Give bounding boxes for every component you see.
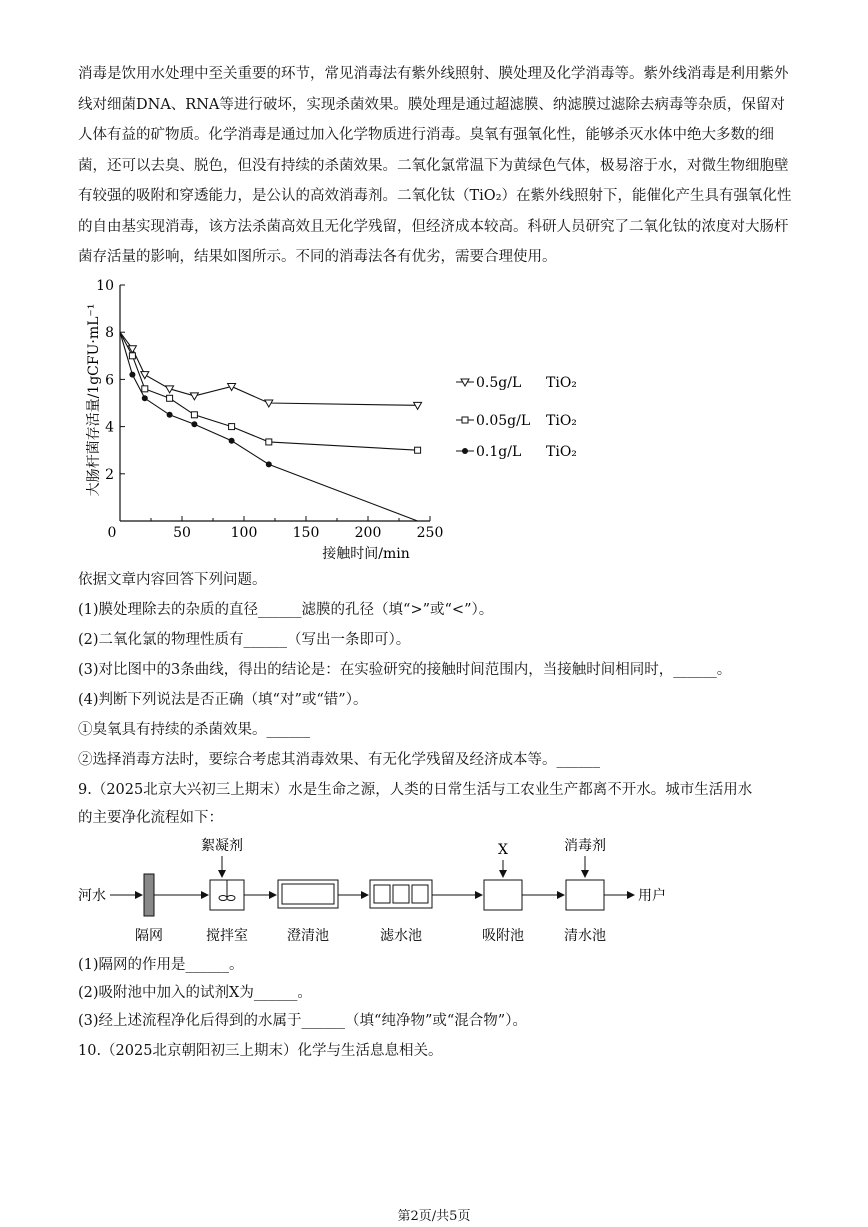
q9-question-3: (3)经上述流程净化后得到的水属于______（填“纯净物”或“混合物”）。 [78,1013,527,1029]
flow-start-label: 河水 [78,888,106,904]
legend-marker [462,417,468,423]
data-point [266,461,272,467]
q9-question-1: (1)隔网的作用是______。 [78,957,244,973]
chart-series-3 [120,332,418,521]
data-point [142,386,148,392]
page-footer: 第2页/共5页 [397,1209,471,1224]
chart-xlabel: 接触时间/min [322,546,410,562]
legend-label: 0.05g/L [476,413,531,429]
clear-water-tank-box [566,880,604,910]
flow-end-label: 用户 [638,888,666,904]
step-label-screen: 隔网 [135,928,163,944]
chart-axes [96,278,443,541]
data-point [128,346,136,353]
legend-label: TiO₂ [546,413,577,429]
y-tick-label: 4 [105,419,114,436]
chart-series [120,332,422,521]
chart-legend [456,375,577,460]
q8-question-4a: ①臭氧具有持续的杀菌效果。______ [78,722,310,738]
data-point [415,447,421,453]
chart-ylabel: 大肠杆菌存活量/1gCFU·mL⁻¹ [86,303,102,497]
legend-marker [462,448,468,454]
x-tick-label: 0 [107,525,117,541]
x-tick-label: 150 [292,525,320,541]
x-tick-label: 250 [416,525,444,541]
y-tick-label: 10 [96,278,114,294]
screen-mesh-block [144,874,154,916]
series-line [120,332,418,450]
q8-question-4: (4)判断下列说法是否正确（填“对”或“错”）。 [78,692,368,708]
data-point [167,412,173,418]
y-tick-label: 8 [105,325,114,342]
q9-stem-line1: 9.（2025北京大兴初三上期末）水是生命之源，人类的日常生活与工农业生产都离不开水。城市生活用水 [78,782,753,798]
data-point [167,395,173,401]
q9-stem-line2: 的主要净化流程如下： [78,810,223,826]
data-point [266,439,272,445]
step-label-filter: 滤水池 [380,928,422,944]
step-label-adsorption: 吸附池 [482,928,524,944]
additive-x: X [498,842,508,858]
legend-label: TiO₂ [546,444,577,460]
q8-question-3: (3)对比图中的3条曲线，得出的结论是：在实验研究的接触时间范围内，当接触时间相同时，______。 [78,662,732,678]
q10-stem: 10.（2025北京朝阳初三上期末）化学与生活息息相关。 [78,1043,443,1059]
series-line [120,332,418,521]
series-line [120,332,418,405]
y-tick-label: 2 [105,466,114,483]
additive-disinfectant: 消毒剂 [564,838,606,854]
q8-question-4b: ②选择消毒方法时，要综合考虑其消毒效果、有无化学残留及经济成本等。______ [78,752,600,768]
data-point [141,372,149,379]
y-tick-label: 6 [105,372,114,389]
legend-label: 0.5g/L [476,375,522,391]
data-point [191,421,197,427]
legend-label: TiO₂ [546,375,577,391]
data-point [142,395,148,401]
q8-question-1: (1)膜处理除去的杂质的直径______滤膜的孔径（填“>”或“<”）。 [78,602,494,618]
q8-intro: 依据文章内容回答下列问题。 [78,572,267,588]
data-point [190,393,198,400]
q9-question-2: (2)吸附池中加入的试剂X为______。 [78,985,312,1001]
additive-flocculant: 絮凝剂 [201,838,243,854]
x-tick-label: 100 [230,525,258,541]
data-point [229,438,235,444]
x-tick-label: 50 [173,525,191,541]
legend-label: 0.1g/L [476,444,522,460]
data-point [129,353,135,359]
chart-series-1 [120,332,422,409]
bacteria-survival-chart [72,270,612,570]
q8-question-2: (2)二氧化氯的物理性质有______（写出一条即可）。 [78,632,411,648]
data-point [129,372,135,378]
x-tick-label: 200 [354,525,382,541]
adsorption-tank-box [484,880,522,910]
filter-tank-box [370,880,432,908]
step-label-mixing: 搅拌室 [206,928,248,944]
data-point [229,424,235,430]
step-label-clarifier: 澄清池 [287,928,329,944]
data-point [191,412,197,418]
purification-flow-diagram [72,832,712,947]
step-label-clear-water: 清水池 [564,928,606,944]
passage-paragraph: 消毒是饮用水处理中至关重要的环节，常见消毒法有紫外线照射、膜处理及化学消毒等。紫外线消毒是利用紫外线对细菌DNA、RNA等进行破坏，实现杀菌效果。膜处理是通过超滤膜、纳滤膜过滤除去病毒等杂质，保留对人体有益的矿物质。化学消毒是通过加入化学物质进行消毒。臭氧有强氧化性，能够杀灭水体中绝大多数的细菌，还可以去臭、脱色，但没有持续的杀菌效果。二氧化氯常温下为黄绿色气体，极易溶于水，对微生物细胞壁有较强的吸附和穿透能力，是公认的高效消毒剂。二氧化钛（TiO₂）在紫外线照射下，能催化产生具有强氧化性的自由基实现消毒，该方法杀菌高效且无化学残留，但经济成本较高。科研人员研究了二氧化钛的浓度对大肠杆菌存活量的影响，结果如图所示。不同的消毒法各有优劣，需要合理使用。 [78,66,792,265]
chart-series-2 [120,332,421,453]
